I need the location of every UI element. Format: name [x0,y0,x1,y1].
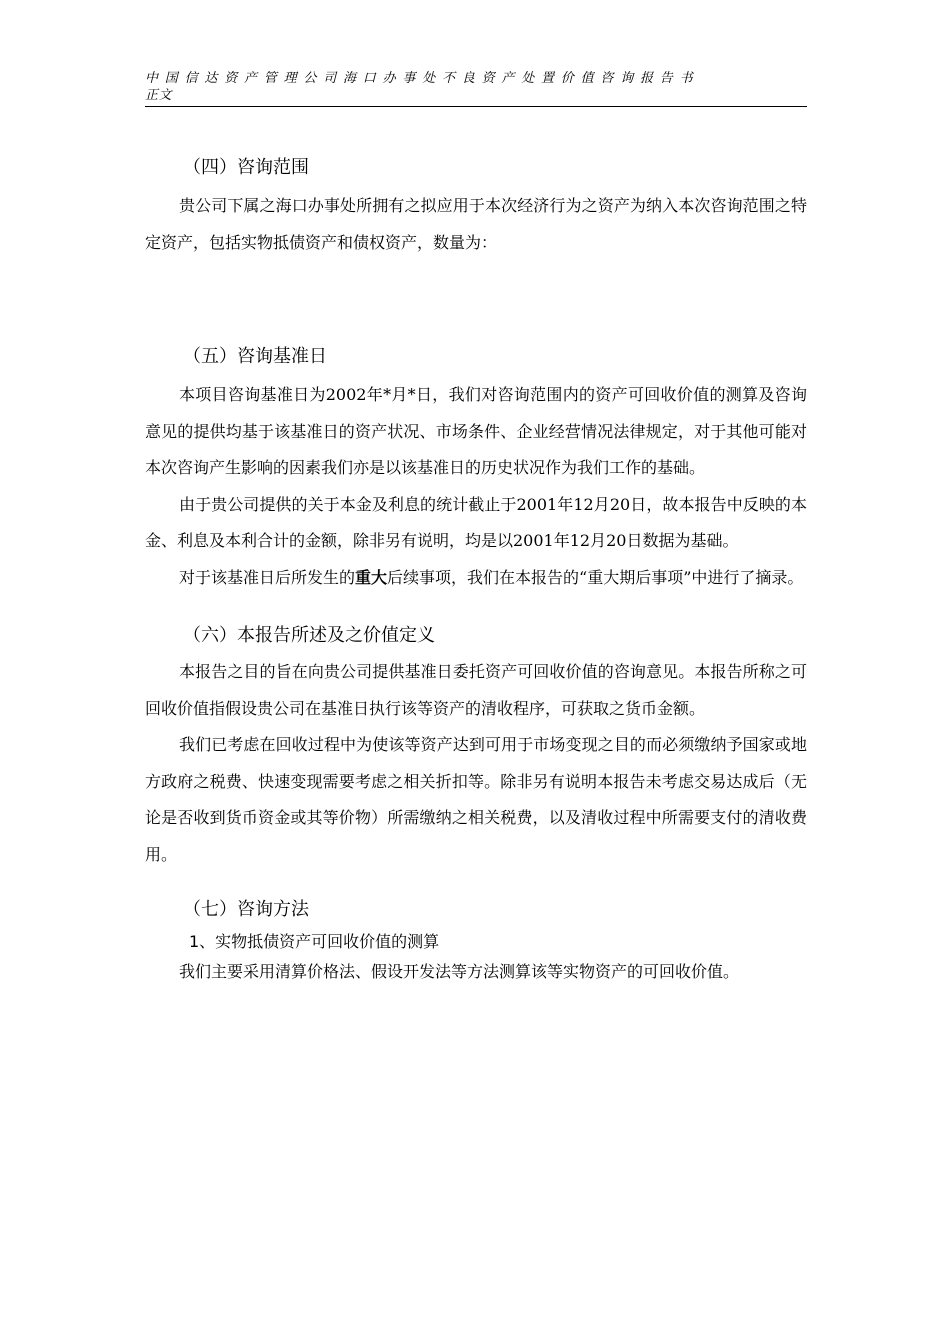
section-6-heading: （六）本报告所述及之价值定义 [183,625,435,646]
section-5-paragraph-3-end: 后续事项，我们在本报告的“重大期后事项”中进行了摘录。 [387,567,804,587]
section-5-heading: （五）咨询基准日 [183,346,327,367]
page-header [145,70,807,107]
section-5-paragraph-2: 由于贵公司提供的关于本金及利息的统计截止于2001年12月20日，故本报告中反映的本金、利息及本利合计的金额，除非另有说明，均是以2001年12月20日数据为基础。 [145,494,807,550]
section-4-paragraph-1: 贵公司下属之海口办事处所拥有之拟应用于本次经济行为之资产为纳入本次咨询范围之特定资产，包括实物抵债资产和债权资产，数量为： [145,196,807,252]
section-7-paragraph-1: 我们主要采用清算价格法、假设开发法等方法测算该等实物资产的可回收价值。 [179,962,740,981]
header-subtitle: 正文 [145,88,173,103]
document-body [145,155,807,988]
header-title: 中国信达资产管理公司海口办事处不良资产处置价值咨询报告书 [145,71,700,86]
section-7-subheading-1: 1、实物抵债资产可回收价值的测算 [189,932,440,951]
section-7-heading: （七）咨询方法 [183,899,309,920]
section-6-paragraph-1: 本报告之目的旨在向贵公司提供基准日委托资产可回收价值的咨询意见。本报告所称之可回收价值指假设贵公司在基准日执行该等资产的清收程序，可获取之货币金额。 [145,662,807,718]
section-5-paragraph-3 [145,560,807,597]
section-5-paragraph-3-start: 对于该基准日后所发生的 [179,567,356,587]
section-5-paragraph-1: 本项目咨询基准日为2002年*月*日，我们对咨询范围内的资产可回收价值的测算及咨询意见的提供均基于该基准日的资产状况、市场条件、企业经营情况法律规定，对于其他可能对本次咨询产生影响的因素我们亦是以该基准日的历史状况作为我们工作的基础。 [145,385,807,477]
emphasis-text: 重大 [355,567,388,587]
section-6-paragraph-2: 我们已考虑在回收过程中为使该等资产达到可用于市场变现之目的而必须缴纳予国家或地方政府之税费、快速变现需要考虑之相关折扣等。除非另有说明本报告未考虑交易达成后（无论是否收到货币资金或其等价物）所需缴纳之相关税费，以及清收过程中所需要支付的清收费用。 [145,735,807,864]
section-4-heading: （四）咨询范围 [183,157,309,178]
